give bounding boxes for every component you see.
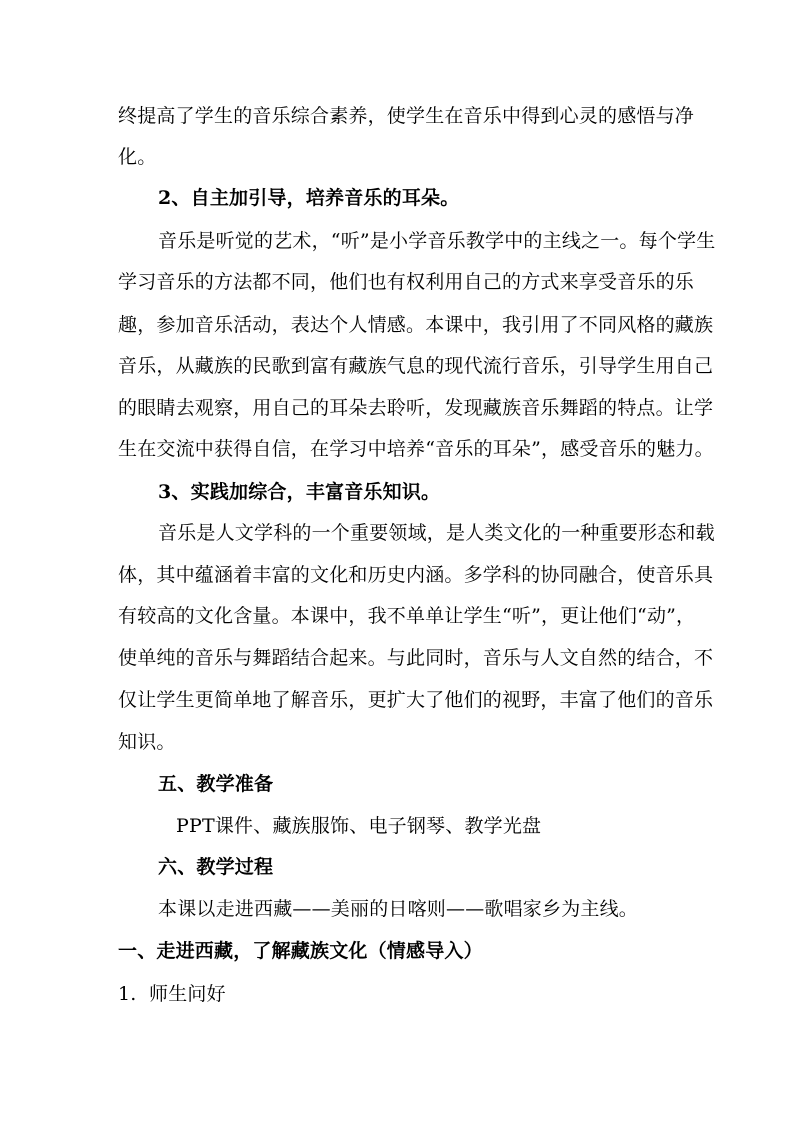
paragraph-line: 音乐是人文学科的一个重要领域，是人类文化的一种重要形态和载 (158, 522, 715, 544)
paragraph-line: 音乐是听觉的艺术，“听”是小学音乐教学中的主线之一。每个学生 (158, 230, 716, 252)
paragraph-line: 化。 (118, 146, 157, 168)
section-heading: 2、自主加引导，培养音乐的耳朵。 (158, 187, 460, 209)
section-heading: 六、教学过程 (158, 856, 274, 878)
paragraph-line: 的眼睛去观察，用自己的耳朵去聆听，发现藏族音乐舞蹈的特点。让学 (118, 397, 714, 419)
paragraph-line: 终提高了学生的音乐综合素养，使学生在音乐中得到心灵的感悟与净 (118, 105, 695, 127)
paragraph-line: 趣，参加音乐活动，表达个人情感。本课中，我引用了不同风格的藏族 (118, 314, 714, 336)
section-heading: 一、走进西藏，了解藏族文化（情感导入） (118, 940, 483, 962)
paragraph-line: 知识。 (118, 731, 176, 753)
paragraph-line: 有较高的文化含量。本课中，我不单单让学生“听”，更让他们“动”， (118, 605, 696, 627)
paragraph-line: 学习音乐的方法都不同，他们也有权利用自己的方式来享受音乐的乐 (118, 271, 695, 293)
paragraph-line: 生在交流中获得自信，在学习中培养“音乐的耳朵”，感受音乐的魅力。 (118, 438, 714, 460)
paragraph-line: 音乐，从藏族的民歌到富有藏族气息的现代流行音乐，引导学生用自己 (118, 355, 714, 377)
paragraph-line: PPT课件、藏族服饰、电子钢琴、教学光盘 (176, 815, 542, 837)
paragraph-line: 使单纯的音乐与舞蹈结合起来。与此同时，音乐与人文自然的结合，不 (118, 647, 714, 669)
section-heading: 3、实践加综合，丰富音乐知识。 (158, 481, 441, 503)
paragraph-line: 体，其中蕴涵着丰富的文化和历史内涵。多学科的协同融合，使音乐具 (118, 564, 714, 586)
list-item: 1. 师生问好 (118, 983, 226, 1005)
paragraph-line: 本课以走进西藏——美丽的日喀则——歌唱家乡为主线。 (158, 898, 639, 920)
section-heading: 五、教学准备 (158, 773, 274, 795)
paragraph-line: 仅让学生更简单地了解音乐，更扩大了他们的视野，丰富了他们的音乐 (118, 689, 714, 711)
